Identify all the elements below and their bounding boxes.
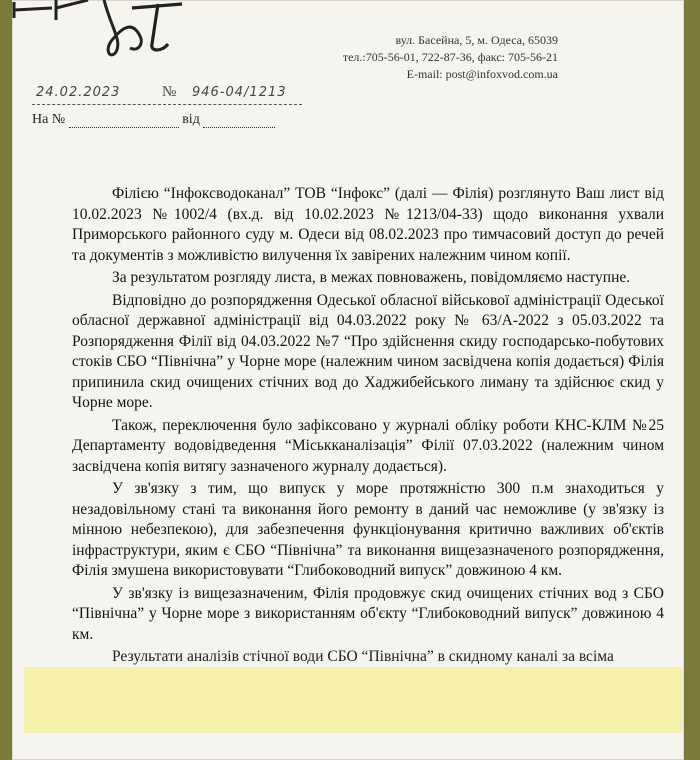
- paragraph: Також, переключення було зафіксовано у журналі обліку роботи КНС-КЛМ №25 Департаменту водовідведення “Міськканалізація” Філії 07.03.2022 (належним чином засвідчена копія витягу зазначеного журналу додається).: [72, 416, 664, 475]
- registration-number: 946-04/1213: [192, 85, 287, 100]
- paragraph: За результатом розгляду листа, в межах повноважень, повідомляємо наступне.: [112, 269, 631, 286]
- reply-reference-line: [32, 112, 275, 128]
- paragraph: Філією “Інфоксводоканал” ТОВ “Інфокс” (далі — Філія) розглянуто Ваш лист від 10.02.2023 №1002/4 (вх.д. від 10.02.2023 №1213/04-33) щодо виконання ухвали Приморського районного суду м. Одеси від 08.02.2023 про тимчасовий доступ до речей та документів з можливістю вилучення їх завірених належним чином копії.: [72, 185, 664, 264]
- phones: тел.:705-56-01, 722-87-36, факс: 705-56-21: [342, 50, 558, 64]
- paragraph: Результати аналізів стічної води СБО “Північна” в скидному каналі за всіма: [112, 648, 614, 665]
- letter-body: [72, 184, 664, 670]
- paragraph: У зв'язку з тим, що випуск у море протяжністю 300 п.м знаходиться у незадовільному стані та виконання його ремонту в даний час неможливе (у зв'язку із мінною небезпекою), для забезпечення функціонування критично важливих об'єктів інфраструктури, яким є СБО “Північна” та виконання вищезазначеного розпорядження, Філія змушена використовувати “Глибоководний випуск” довжиною 4 км.: [72, 480, 664, 579]
- from-label: від: [182, 112, 200, 127]
- highlighted-paragraph: У зв'язку із вищезазначеним, Філія продовжує скид очищених стічних вод з СБО “Північна” у Чорне море з використанням об'єкту “Глибоководний випуск” довжиною 4 км.: [72, 584, 664, 643]
- registration-line: [32, 82, 302, 105]
- reply-date-blank: [203, 113, 275, 128]
- reply-label: На №: [32, 112, 66, 127]
- reply-number-blank: [69, 113, 179, 128]
- letterhead-contacts: [343, 32, 558, 83]
- highlight-marker: [24, 667, 682, 733]
- registration-date: 24.02.2023: [36, 85, 121, 100]
- paragraph: Відповідно до розпорядження Одеської обласної військової адміністрації Одеської обласної державної адміністрації від 04.03.2022 року № 63/А-2022 з 05.03.2022 та Розпорядження Філії від 04.03.2022 №7 “Про здійснення скиду господарсько-побутових стоків СБО “Північна” у Чорне море (належним чином засвідчена копія додається) Філія припинила скид очищених стічних вод до Хаджибейського лиману та здійснює скид у Чорне море.: [72, 291, 664, 411]
- company-logo: [12, 0, 202, 60]
- email: E-mail: post@infoxvod.com.ua: [406, 67, 558, 81]
- letter-page: [12, 0, 684, 760]
- number-label: №: [162, 84, 177, 100]
- address: вул. Басейна, 5, м. Одеса, 65039: [395, 33, 558, 47]
